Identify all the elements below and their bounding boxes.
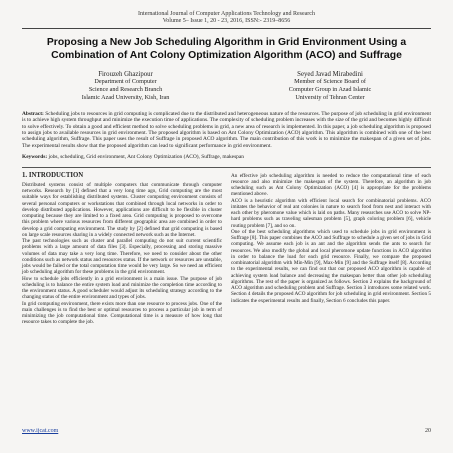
paragraph: How to schedule jobs efficiently in a grid environment is a main issue. The purpose of job scheduling is to balance the entire system load and minimize the completion time according to the environment status. A good scheduler would adjust its scheduling strategy according to the changing status of the entire environment and types of jobs. — [22, 275, 222, 301]
paragraph: ACO is a heuristic algorithm with efficient local search for combinatorial problems. ACO imitates the behavior of real ant colonies in nature to search food from nest and interact with each other by pheromone value which is laid on paths. Many researches use ACO to solve NP-hard problems such as traveling salesman problem [5], graph coloring problem [6], vehicle routing problem [7], and so on. — [231, 197, 431, 229]
abstract-text: Scheduling jobs to resources in grid computing is complicated due to the distributed and heterogeneous nature of the resources. The purpose of job scheduling in grid environment is to achieve high system throughput and minimize the execution time of applications. The complexity of scheduling problem increases with the size of the grid and becomes highly difficult to solve effectively. To obtain a good and efficient method to solve scheduling problems in grid, a new area of research is implemented. In this paper, a job scheduling algorithm is proposed to assign jobs to available resources in grid environment. The proposed algorithm is based on Ant Colony Optimization (ACO) algorithm. This algorithm is combined with one of the best scheduling algorithm, Suffrage. This paper uses the result of Suffrage in proposed ACO algorithm. The main contribution of this work is to minimize the makespan of a given set of jobs. The experimental results show that the proposed algorithm can lead to significant performance in grid environment. — [22, 110, 431, 149]
paragraph: In grid computing environment, there exists more than one resource to process jobs. One of the main challenges is to find the best or optimal resources to process a particular job in term of minimizing the job computational time. Computational time is a measure of how long that resource takes to complete the job. — [22, 300, 222, 326]
left-column — [22, 173, 222, 326]
journal-link[interactable]: www.ijcat.com — [22, 428, 59, 434]
abstract-label: Abstract: — [22, 110, 44, 117]
paragraph: An effective job scheduling algorithm is needed to reduce the computational time of each resource and also minimize the makespan of the system. Therefore, an algorithm in job scheduling such as Ant Colony Optimization (ACO) [4] is appropriate for the problems mentioned above. — [231, 172, 431, 198]
paper-title: Proposing a New Job Scheduling Algorithm in Grid Environment Using a Combination of Ant Colony Optimization Algorithm (ACO) and Suffrage — [46, 37, 407, 61]
header-divider — [22, 28, 431, 29]
right-column — [231, 173, 431, 326]
author-affiliation: Department of Computer — [94, 78, 157, 86]
author-affiliation: Science and Research Branch — [88, 86, 163, 94]
page-footer — [22, 428, 431, 434]
journal-issue: Volume 5– Issue 1, 20 - 23, 2016, ISSN:- 2319–8656 — [162, 18, 291, 25]
author-name: Seyed Javad Mirabedini — [297, 70, 363, 78]
section-number: 1. — [22, 171, 28, 179]
section-title: INTRODUCTION — [28, 171, 84, 179]
journal-name: International Journal of Computer Applications Technology and Research — [138, 11, 315, 17]
author-affiliation: Computer Group in Azad Islamic — [288, 86, 372, 94]
section-divider — [22, 167, 431, 168]
author-name: Firouzeh Ghazipour — [98, 70, 153, 78]
body-columns — [22, 173, 431, 326]
paragraph: One of the best scheduling algorithms which used to schedule jobs in grid environment is Suffrage [8]. This paper combines the ACO and Suffrage to schedule a given set of jobs in Grid computing. We assume each job is an ant and the algorithm sends the ants to search for resources. We also modify the global and local pheromone update functions in ACO algorithm in order to balance the load for each grid resource. Finally, we compare the proposed combinatorial algorithm with Min-Min [9], Max-Min [9] and the Suffrage itself [8]. According to the experimental results, we can find out that our proposed ACO algorithm is capable of achieving system load balance and decreasing the makespan better than other job scheduling algorithms. The rest of the paper is organized as follows. Section 2 explains the background of ACO algorithm and scheduling problem and Suffrage. Section 3 introduces some related work. Section 4 details the proposed ACO algorithm for job scheduling in grid environment. Section 5 indicates the experimental results and finally, Section 6 concludes this paper. — [231, 228, 431, 304]
page-number: 20 — [425, 428, 431, 434]
author-block — [22, 71, 431, 102]
journal-header — [22, 11, 431, 25]
author-2 — [289, 71, 371, 102]
author-1 — [82, 71, 170, 102]
author-affiliation: Member of Science Board of — [294, 78, 366, 86]
section-heading — [22, 173, 222, 179]
author-affiliation: Islamic Azad University, Kish, Iran — [81, 93, 170, 101]
keywords-label: Keywords: — [22, 154, 48, 161]
keywords-text: jobs, scheduling, Grid environment, Ant Colony Optimization (ACO), Suffrage, makespan — [48, 154, 244, 161]
abstract — [22, 111, 431, 149]
paragraph: Distributed systems consist of multiple computers that communicate through computer networks. Research by [1] defined that a very long time ago, Grid computing are the most suitable ways for establishing distributed systems. Cluster computing environment consists of several personal computers or workstations that combined through local networks in order to develop distributed applications. However, applications are difficult to be flexible in cluster computing because they are limited to a fixed area. Grid computing is proposed to overcome this problem where various resources from different geographic area are combined in order to develop a grid computing environment. The study by [2] defined that grid computing is based on large scale resources sharing in a widely connected network such as the Internet. — [22, 181, 222, 238]
keywords — [22, 154, 431, 160]
paragraph: The past technologies such as cluster and parallel computing do not suit current scientific problems with a large amount of data files [3]. Especially, processing and storing massive volumes of data may take a very long time. Therefore, we need to consider about the other conditions such as network status and resources status. If the network or resources are unstable, jobs would be failed or the total computation time would be very large. So we need an efficient job scheduling algorithm for these problems in the grid environment. — [22, 238, 222, 276]
author-affiliation: University of Tehran Center — [295, 93, 365, 101]
